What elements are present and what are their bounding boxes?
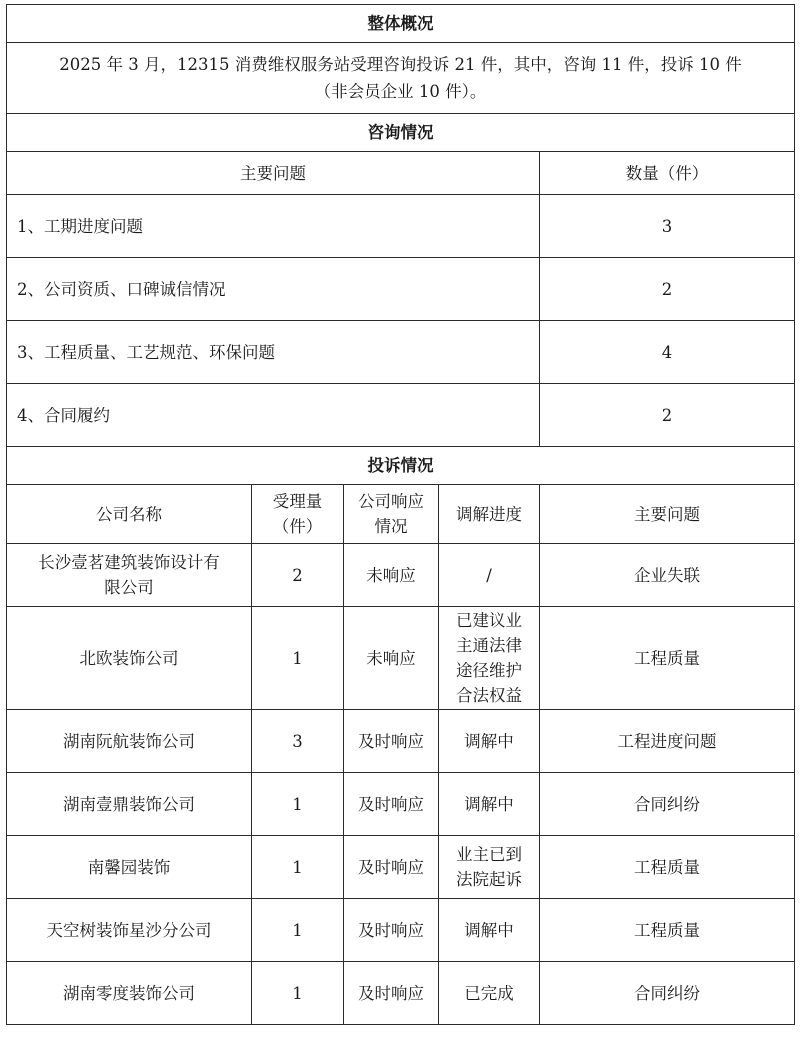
- complaint-row: [7, 607, 795, 710]
- complaint-company: 南馨园装饰: [7, 836, 252, 899]
- consultation-header-row: [7, 152, 795, 195]
- complaint-progress: /: [439, 544, 540, 607]
- consultation-issue: 3、工程质量、工艺规范、环保问题: [7, 321, 540, 384]
- complaint-progress: 已完成: [439, 962, 540, 1025]
- complaint-row: [7, 544, 795, 607]
- overview-heading-row: [7, 5, 795, 43]
- consumer-report-table: [6, 4, 795, 1025]
- complaints-col-count: [252, 485, 344, 544]
- complaints-col-count-line1: 受理量: [272, 492, 323, 511]
- consultation-issue: 1、工期进度问题: [7, 195, 540, 258]
- complaint-company: 天空树装饰星沙分公司: [7, 899, 252, 962]
- consultation-count: 2: [540, 258, 795, 321]
- complaint-company-line2: 限公司: [104, 578, 154, 597]
- complaint-progress-line: 法院起诉: [456, 870, 522, 889]
- complaint-progress: [439, 836, 540, 899]
- complaint-issue: 工程质量: [540, 899, 795, 962]
- complaint-company: [7, 544, 252, 607]
- complaint-response: 未响应: [344, 607, 439, 710]
- consultation-row: [7, 258, 795, 321]
- complaint-count: 3: [252, 710, 344, 773]
- complaint-progress: 调解中: [439, 773, 540, 836]
- complaint-row: [7, 773, 795, 836]
- consultation-row: [7, 321, 795, 384]
- complaints-col-response-line2: 情况: [374, 517, 408, 536]
- consultation-heading: 咨询情况: [7, 114, 795, 152]
- complaints-col-response: [344, 485, 439, 544]
- complaint-issue: 合同纠纷: [540, 773, 795, 836]
- complaint-count: 1: [252, 836, 344, 899]
- complaint-progress: 调解中: [439, 899, 540, 962]
- complaint-row: [7, 836, 795, 899]
- overview-heading: 整体概况: [7, 5, 795, 43]
- complaint-progress: 调解中: [439, 710, 540, 773]
- overview-summary: [7, 43, 795, 114]
- complaint-progress-line: 主通法律: [456, 636, 522, 655]
- complaint-response: 及时响应: [344, 899, 439, 962]
- consultation-issue: 2、公司资质、口碑诚信情况: [7, 258, 540, 321]
- consultation-heading-row: [7, 114, 795, 152]
- complaint-issue: 企业失联: [540, 544, 795, 607]
- consultation-count: 4: [540, 321, 795, 384]
- complaint-row: [7, 962, 795, 1025]
- overview-summary-line1: 2025 年 3 月，12315 消费维权服务站受理咨询投诉 21 件，其中，咨询 11 件，投诉 10 件: [59, 55, 742, 74]
- complaint-response: 未响应: [344, 544, 439, 607]
- complaint-company: 湖南壹鼎装饰公司: [7, 773, 252, 836]
- complaint-count: 1: [252, 899, 344, 962]
- complaint-count: 1: [252, 607, 344, 710]
- complaint-issue: 工程质量: [540, 607, 795, 710]
- complaint-company: 湖南阮航装饰公司: [7, 710, 252, 773]
- complaint-progress-line: 业主已到: [456, 845, 522, 864]
- complaint-count: 2: [252, 544, 344, 607]
- overview-summary-row: [7, 43, 795, 114]
- complaint-count: 1: [252, 962, 344, 1025]
- complaint-response: 及时响应: [344, 962, 439, 1025]
- complaints-col-count-line2: （件）: [272, 517, 323, 536]
- complaints-header-row: [7, 485, 795, 544]
- consultation-col-count: 数量（件）: [540, 152, 795, 195]
- complaint-response: 及时响应: [344, 773, 439, 836]
- complaint-response: 及时响应: [344, 836, 439, 899]
- complaint-issue: 工程质量: [540, 836, 795, 899]
- complaint-issue: 合同纠纷: [540, 962, 795, 1025]
- complaint-progress: [439, 607, 540, 710]
- complaint-progress-line: 途径维护: [456, 661, 522, 680]
- overview-summary-line2: （非会员企业 10 件）。: [314, 82, 487, 101]
- complaint-issue: 工程进度问题: [540, 710, 795, 773]
- consultation-row: [7, 384, 795, 447]
- consultation-issue: 4、合同履约: [7, 384, 540, 447]
- consultation-count: 2: [540, 384, 795, 447]
- complaints-col-progress: 调解进度: [439, 485, 540, 544]
- complaint-row: [7, 899, 795, 962]
- consultation-row: [7, 195, 795, 258]
- complaint-count: 1: [252, 773, 344, 836]
- complaint-progress-line: 已建议业: [456, 611, 522, 630]
- complaint-response: 及时响应: [344, 710, 439, 773]
- consultation-count: 3: [540, 195, 795, 258]
- complaints-heading-row: [7, 447, 795, 485]
- complaints-heading: 投诉情况: [7, 447, 795, 485]
- complaint-row: [7, 710, 795, 773]
- complaint-company-line1: 长沙壹茗建筑装饰设计有: [38, 553, 220, 572]
- complaints-col-response-line1: 公司响应: [358, 492, 424, 511]
- consultation-col-issue: 主要问题: [7, 152, 540, 195]
- complaints-col-company: 公司名称: [7, 485, 252, 544]
- complaints-col-issue: 主要问题: [540, 485, 795, 544]
- complaint-company: 湖南零度装饰公司: [7, 962, 252, 1025]
- complaint-company: 北欧装饰公司: [7, 607, 252, 710]
- complaint-progress-line: 合法权益: [456, 686, 522, 705]
